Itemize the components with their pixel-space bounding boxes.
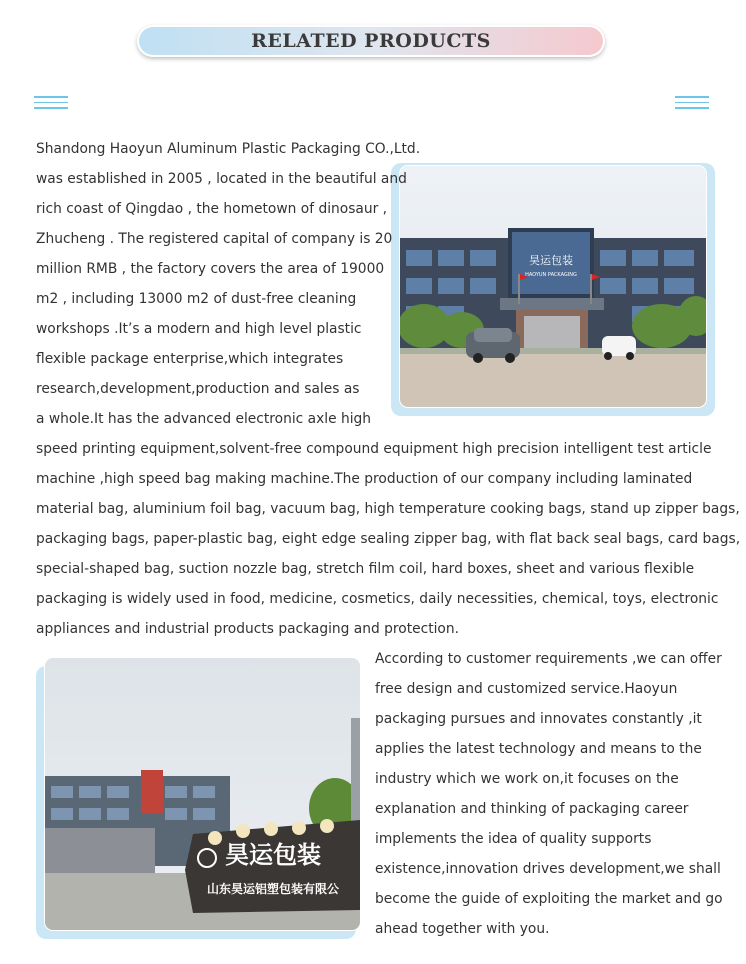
intro-line: appliances and industrial products packaging and protection. <box>36 621 460 637</box>
factory-gate-image <box>45 658 360 930</box>
intro-line: packaging is widely used in food, medicine, cosmetics, daily necessities, chemical, toys, electronic <box>36 591 719 607</box>
service-line: ahead together with you. <box>375 921 550 937</box>
intro-line: special-shaped bag, suction nozzle bag, stretch film coil, hard boxes, sheet and various flexible <box>36 561 695 577</box>
related-products-banner <box>137 25 605 57</box>
intro-line: speed printing equipment,solvent-free compound equipment high precision intelligent test article <box>36 441 712 457</box>
service-line: existence,innovation drives development,we shall <box>375 861 721 877</box>
decorative-lines-left <box>34 96 68 113</box>
top-sign-subtext: HAOYUN PACKAGING <box>525 272 577 278</box>
bottom-sign-text: 昊运包装 <box>225 841 321 869</box>
intro-line: was established in 2005 , located in the beautiful and <box>36 171 407 187</box>
intro-line: rich coast of Qingdao , the hometown of dinosaur , <box>36 201 388 217</box>
intro-line: workshops .It’s a modern and high level plastic <box>36 321 362 337</box>
intro-line: Shandong Haoyun Aluminum Plastic Packaging CO.,Ltd. <box>36 141 421 157</box>
intro-line: m2 , including 13000 m2 of dust-free cleaning <box>36 291 357 307</box>
service-line: explanation and thinking of packaging career <box>375 801 689 817</box>
service-line: industry which we work on,it focuses on the <box>375 771 679 787</box>
top-sign-text: 昊运包装 <box>529 254 573 267</box>
intro-line: Zhucheng . The registered capital of company is 20 <box>36 231 393 247</box>
service-line: become the guide of exploiting the market and go <box>375 891 723 907</box>
service-line: According to customer requirements ,we can offer <box>375 651 722 667</box>
decorative-lines-right <box>675 96 709 113</box>
service-paragraph <box>375 644 723 944</box>
service-line: free design and customized service.Haoyun <box>375 681 678 697</box>
intro-line: packaging bags, paper-plastic bag, eight edge sealing zipper bag, with flat back seal bags, card bags, <box>36 531 741 547</box>
intro-line: research,development,production and sales as <box>36 381 360 397</box>
intro-line: million RMB , the factory covers the area of 19000 <box>36 261 385 277</box>
banner-title: RELATED PRODUCTS <box>251 30 491 52</box>
service-line: packaging pursues and innovates constantly ,it <box>375 711 702 727</box>
intro-line: material bag, aluminium foil bag, vacuum bag, high temperature cooking bags, stand up zipper bags, <box>36 501 740 517</box>
bottom-sign-subtext: 山东昊运铝塑包装有限公 <box>206 882 340 896</box>
intro-line: flexible package enterprise,which integrates <box>36 351 344 367</box>
company-intro-paragraph <box>36 134 740 644</box>
intro-line: machine ,high speed bag making machine.The production of our company including laminated <box>36 471 693 487</box>
factory-photo-bottom <box>36 658 362 939</box>
intro-line: a whole.It has the advanced electronic axle high <box>36 411 372 427</box>
service-line: implements the idea of quality supports <box>375 831 652 847</box>
service-line: applies the latest technology and means to the <box>375 741 702 757</box>
